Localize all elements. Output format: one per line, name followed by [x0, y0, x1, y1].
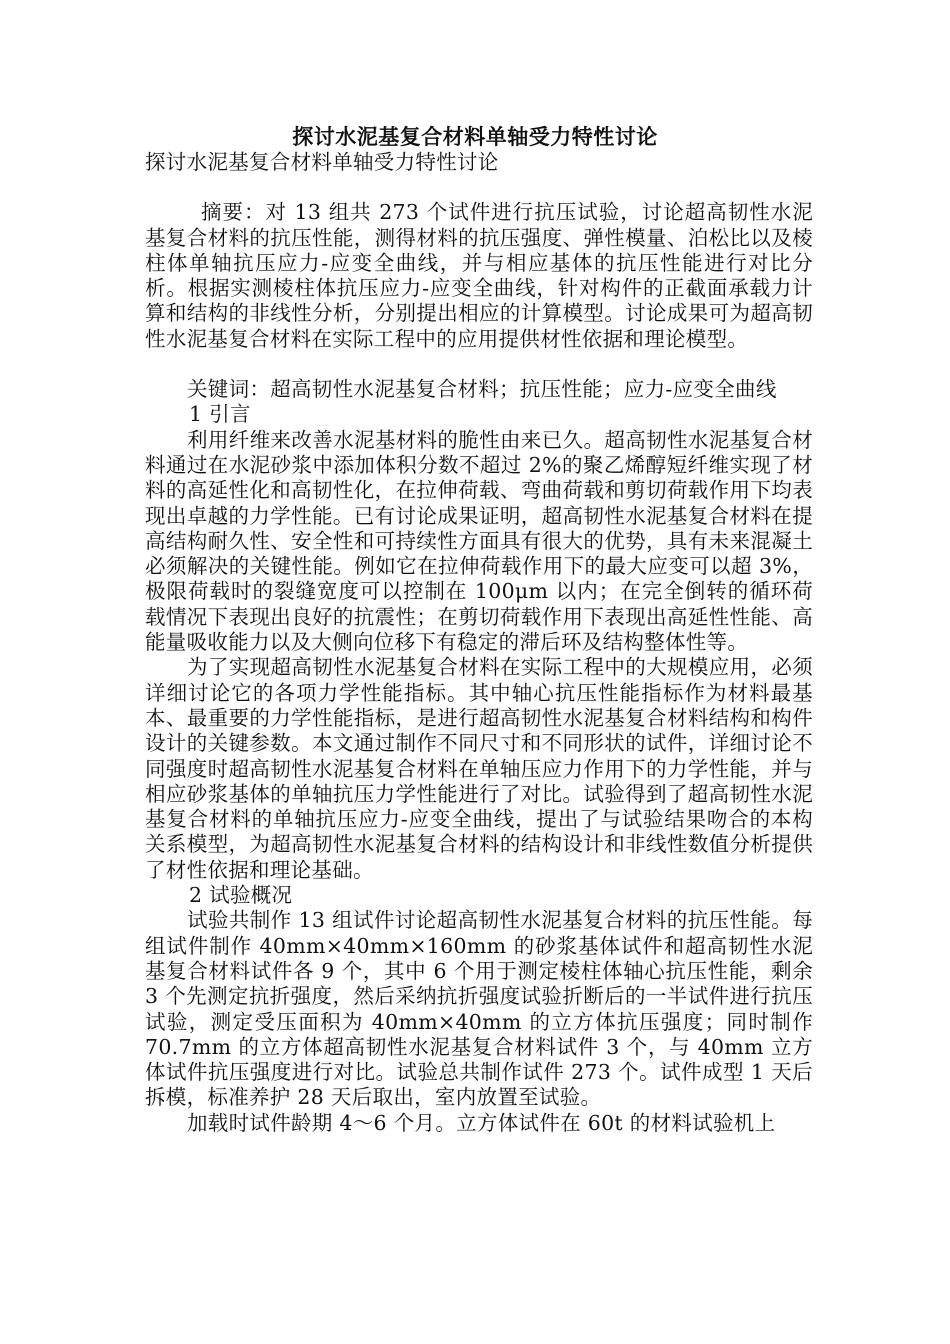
keywords-paragraph: 关键词：超高韧性水泥基复合材料；抗压性能；应力-应变全曲线: [187, 377, 777, 402]
section-heading-test-overview: 2 试验概况: [189, 883, 293, 908]
body-paragraph: 为了实现超高韧性水泥基复合材料在实际工程中的大规模应用，必须详细讨论它的各项力学性能指标。其中轴心抗压性能指标作为材料最基本、最重要的力学性能指标，是进行超高韧性水泥基复合材料结构和构件设计的关键参数。本文通过制作不同尺寸和不同形状的试件，详细讨论不同强度时超高韧性水泥基复合材料在单轴压应力作用下的力学性能，并与相应砂浆基体的单轴抗压力学性能进行了对比。试验得到了超高韧性水泥基复合材料的单轴抗压应力-应变全曲线，提出了与试验结果吻合的本构关系模型，为超高韧性水泥基复合材料的结构设计和非线性数值分析提供了材性依据和理论基础。: [145, 655, 813, 882]
body-paragraph: 利用纤维来改善水泥基材料的脆性由来已久。超高韧性水泥基复合材料通过在水泥砂浆中添加体积分数不超过 2%的聚乙烯醇短纤维实现了材料的高延性化和高韧性化，在拉伸荷载、弯曲荷载和剪切荷载作用下均表现出卓越的力学性能。已有讨论成果证明，超高韧性水泥基复合材料在提高结构耐久性、安全性和可持续性方面具有很大的优势，具有未来混凝土必须解决的关键性能。例如它在拉伸荷载作用下的最大应变可以超 3%，极限荷载时的裂缝宽度可以控制在 100μm 以内；在完全倒转的循环荷载情况下表现出良好的抗震性；在剪切荷载作用下表现出高延性性能、高能量吸收能力以及大侧向位移下有稳定的滞后环及结构整体性等。: [145, 427, 813, 655]
document-title: 探讨水泥基复合材料单轴受力特性讨论: [292, 124, 658, 149]
document-body: [145, 150, 813, 1136]
spacer: [145, 352, 813, 377]
document-subtitle: 探讨水泥基复合材料单轴受力特性讨论: [145, 150, 499, 174]
section-heading-introduction: 1 引言: [189, 402, 251, 427]
abstract-paragraph: 摘要：对 13 组共 273 个试件进行抗压试验，讨论超高韧性水泥基复合材料的抗压性能，测得材料的抗压强度、弹性模量、泊松比以及棱柱体单轴抗压应力-应变全曲线，并与相应基体的抗压性能进行对比分析。根据实测棱柱体抗压应力-应变全曲线，针对构件的正截面承载力计算和结构的非线性分析，分别提出相应的计算模型。讨论成果可为超高韧性水泥基复合材料在实际工程中的应用提供材性依据和理论模型。: [145, 200, 813, 351]
spacer: [145, 175, 813, 200]
body-paragraph: 试验共制作 13 组试件讨论超高韧性水泥基复合材料的抗压性能。每组试件制作 40mm×40mm×160mm 的砂浆基体试件和超高韧性水泥基复合材料试件各 9 个，其中 6 个用于测定棱柱体轴心抗压性能，剩余 3 个先测定抗折强度，然后采纳抗折强度试验折断后的一半试件进行抗压试验，测定受压面积为 40mm×40mm 的立方体抗压强度；同时制作 70.7mm 的立方体超高韧性水泥基复合材料试件 3 个，与 40mm 立方体试件抗压强度进行对比。试验总共制作试件 273 个。试件成型 1 天后拆模，标准养护 28 天后取出，室内放置至试验。: [145, 908, 813, 1110]
body-paragraph: 加载时试件龄期 4～6 个月。立方体试件在 60t 的材料试验机上: [187, 1110, 776, 1135]
